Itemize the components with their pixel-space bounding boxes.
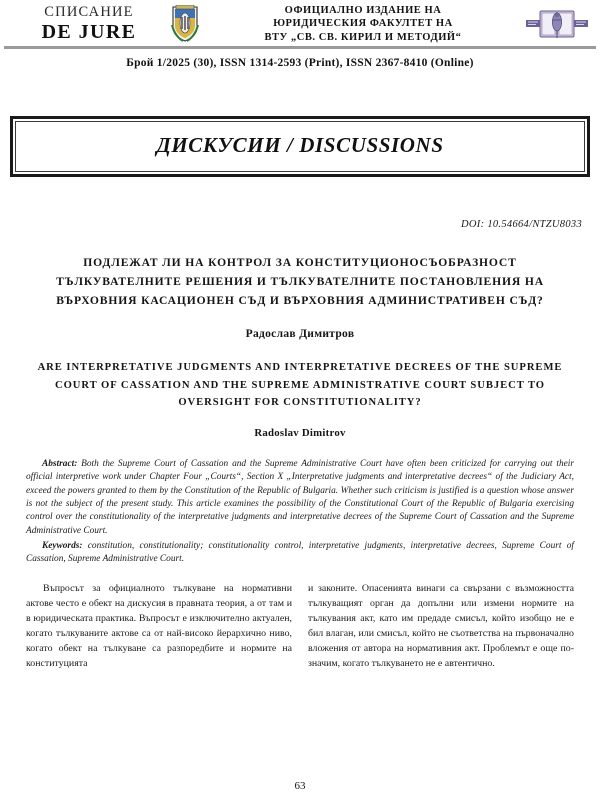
keywords-paragraph — [26, 540, 574, 567]
keywords-text: constitution, constitutionality; constitutionality control, interpretative judgments, interpretative decrees, Supreme Court of Cassation, Supreme Administrative Court. — [26, 540, 574, 565]
issue-issn-line: Брой 1/2025 (30), ISSN 1314-2593 (Print), ISSN 2367-8410 (Online) — [126, 57, 474, 69]
journal-title-line2: DE JURE — [41, 20, 137, 43]
abstract-section — [26, 458, 574, 567]
body-text-columns — [26, 581, 574, 721]
doi-line: DOI: 10.54664/NTZU8033 — [461, 219, 582, 230]
article-title-english: ARE INTERPRETATIVE JUDGMENTS AND INTERPRETATIVE DECREES OF THE SUPREME COURT OF CASSATION AND THE SUPREME ADMINISTRATIVE COURT SUBJECT TO OVERSIGHT FOR CONSTITUTIONALITY? — [37, 362, 563, 408]
law-faculty-emblem-icon — [526, 7, 588, 41]
author-name-bulgarian: Радослав Димитров — [245, 328, 355, 341]
masthead — [0, 0, 600, 44]
author-name-english: Radoslav Dimitrov — [254, 426, 346, 439]
body-paragraph-right: и законите. Опасенията винаги са свързани с възможността тълкуващият орган да допълни или измени нормите на тълкувания акт, като им предаде смисъл, който изобщо не е бил влаган, или смисъл, който не съответства на първоначално вложения от автора на нормативния акт. Проблемът е още по-значим, когато тълкуването не е автентично. — [308, 582, 574, 669]
official-line-1: ОФИЦИАЛНО ИЗДАНИЕ НА — [284, 5, 442, 17]
body-paragraph-left: Въпросът за официалното тълкуване на нормативни актове често е обект на дискусия в правната теория, а от там и в юридическата практика. Въпросът е изключително актуален, когато тълкуваните актове са от най-високо йерархично ниво, когато обект на тълкуване са разпоредбите и нормите на конституцията — [26, 582, 292, 669]
section-banner-inner — [15, 121, 585, 172]
official-line-2: ЮРИДИЧЕСКИЯ ФАКУЛТЕТ НА — [273, 18, 453, 30]
abstract-text: Both the Supreme Court of Cassation and the Supreme Administrative Court have often been criticized for carrying out their official interpretive work under Chapter Four „Courts“, Section X „Interpretative judgments and interpretative decrees“ of the Judiciary Act, exceed the powers granted to them by the Constitution of the Republic of Bulgaria. Whether such criticism is justified is a question whose answer is not the subject of the present study. This article examines the possibility of the Constitutional Court of the Republic of Bulgaria exercising control over the constitutionality of the interpretative judgments and interpretative decrees of the Supreme Court of Cassation and the Supreme Administrative Court. — [26, 458, 574, 536]
body-column-right — [308, 581, 574, 721]
official-publisher-text — [200, 4, 526, 43]
abstract-label: Abstract: — [42, 458, 78, 469]
masthead-divider-rule — [4, 46, 596, 49]
section-banner-label: ДИСКУСИИ / DISCUSSIONS — [156, 133, 444, 157]
article-title-bulgarian: ПОДЛЕЖАТ ЛИ НА КОНТРОЛ ЗА КОНСТИТУЦИОНОСЪОБРАЗНОСТ ТЪЛКУВАТЕЛНИТЕ РЕШЕНИЯ И ТЪЛКУВАТЕЛНИТЕ ПОСТАНОВЛЕНИЯ НА ВЪРХОВНИЯ КАСАЦИОНЕН СЪД И ВЪРХОВНИЯ АДМИНИСТРАТИВЕН СЪД? — [56, 256, 544, 307]
section-banner — [10, 116, 590, 177]
body-column-left — [26, 581, 292, 721]
keywords-label: Keywords: — [42, 540, 83, 551]
journal-title — [14, 5, 164, 42]
abstract-paragraph — [26, 458, 574, 538]
journal-title-line1: СПИСАНИЕ — [44, 4, 134, 21]
vtu-coat-of-arms-icon — [170, 5, 200, 43]
page-number: 63 — [294, 780, 306, 792]
official-line-3: ВТУ „СВ. СВ. КИРИЛ И МЕТОДИЙ“ — [264, 31, 462, 43]
